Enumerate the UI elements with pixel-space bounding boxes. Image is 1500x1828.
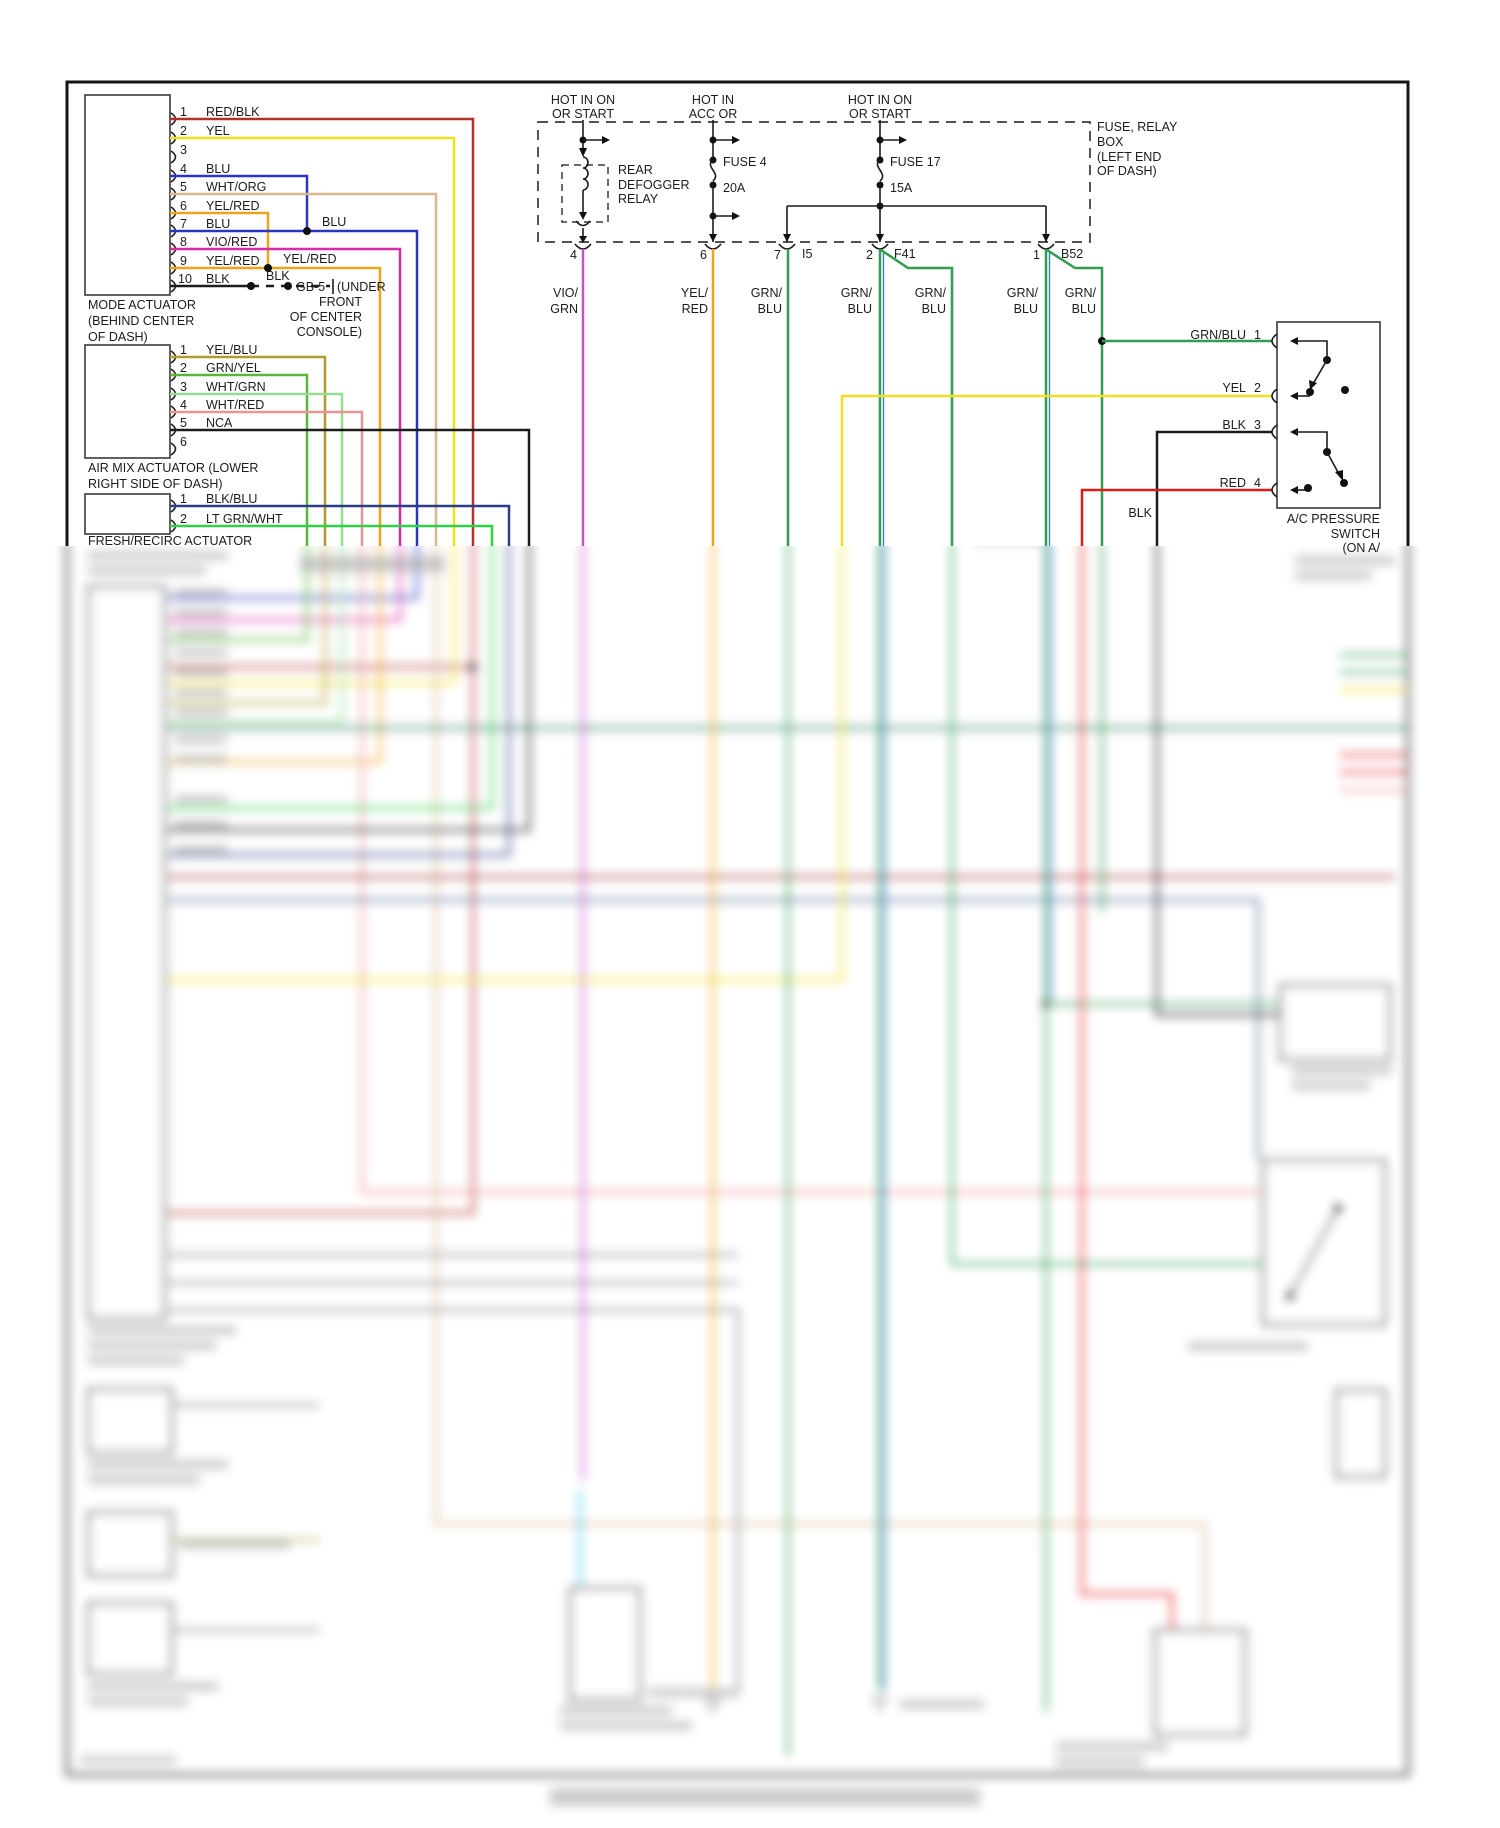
feed-label: OR START bbox=[551, 107, 615, 121]
fuse-box-title: OF DASH) bbox=[1097, 164, 1157, 178]
pin-number: 9 bbox=[180, 254, 187, 268]
pin-label: RED/BLK bbox=[206, 105, 260, 119]
ground-location: FRONT bbox=[318, 295, 362, 309]
pin-number: 1 bbox=[180, 105, 187, 119]
wire-label: BLU bbox=[1013, 302, 1038, 316]
air-mix-actuator-connector bbox=[85, 343, 266, 491]
pin-label: BLK bbox=[206, 272, 230, 286]
pin-number: 4 bbox=[180, 162, 187, 176]
switch-title: A/C PRESSURE bbox=[1286, 512, 1380, 526]
splice-label-blu: BLU bbox=[322, 215, 347, 229]
connector-id: B52 bbox=[1061, 247, 1084, 261]
ground-location: CONSOLE) bbox=[296, 325, 362, 339]
relay-label: DEFOGGER bbox=[618, 178, 690, 192]
pin-number: 7 bbox=[180, 217, 187, 231]
switch-title: SWITCH bbox=[1330, 527, 1380, 541]
switch-title: (ON A/ bbox=[1342, 541, 1380, 555]
blurred-region bbox=[67, 520, 1408, 1806]
pin-label: NCA bbox=[206, 416, 233, 430]
pin-label: YEL bbox=[206, 124, 230, 138]
sharp-diagram bbox=[67, 82, 1408, 555]
wire-label: VIO/ bbox=[552, 286, 578, 300]
switch-pin-label: RED bbox=[1219, 476, 1246, 490]
pin-label: WHT/RED bbox=[206, 398, 265, 412]
pin-label: BLU bbox=[206, 217, 231, 231]
connector-name: OF DASH) bbox=[88, 330, 148, 344]
pin-label: WHT/GRN bbox=[206, 380, 266, 394]
pin-number: 3 bbox=[180, 380, 187, 394]
wire-label: RED bbox=[681, 302, 708, 316]
pin-number: 2 bbox=[180, 124, 187, 138]
switch-pin-number: 4 bbox=[1254, 476, 1261, 490]
wire-label: BLU bbox=[1071, 302, 1096, 316]
fusebox-pin-number: 7 bbox=[774, 248, 781, 262]
pin-number: 2 bbox=[180, 361, 187, 375]
pin-number: 5 bbox=[180, 180, 187, 194]
pin-label: BLK/BLU bbox=[206, 492, 258, 506]
fuse-4 bbox=[709, 155, 767, 242]
fuse-name: FUSE 4 bbox=[723, 155, 767, 169]
ground-code: GB-5 bbox=[296, 280, 326, 294]
ac-pressure-switch bbox=[842, 322, 1381, 555]
splice-label-yel-red: YEL/RED bbox=[283, 252, 337, 266]
pin-number: 2 bbox=[180, 512, 187, 526]
ground-location: (UNDER bbox=[337, 280, 386, 294]
fresh-recirc-actuator-connector bbox=[85, 492, 283, 548]
wire-label: BLU bbox=[921, 302, 946, 316]
fuse-box-title: BOX bbox=[1097, 135, 1124, 149]
wire-label: GRN bbox=[550, 302, 578, 316]
fuse-17 bbox=[783, 155, 1050, 242]
pin-label: VIO/RED bbox=[206, 235, 258, 249]
pin-label: GRN/YEL bbox=[206, 361, 261, 375]
pin-label: YEL/RED bbox=[206, 254, 260, 268]
switch-pin-label: GRN/BLU bbox=[1190, 328, 1246, 342]
mode-actuator-connector bbox=[85, 95, 266, 344]
wire-label: GRN/ bbox=[750, 286, 782, 300]
wire-label: GRN/ bbox=[914, 286, 946, 300]
fuse-rating: 15A bbox=[890, 181, 913, 195]
pin-number: 6 bbox=[180, 199, 187, 213]
fusebox-drop-wires bbox=[550, 249, 1272, 546]
pin-number: 1 bbox=[180, 343, 187, 357]
fuse-name: FUSE 17 bbox=[890, 155, 941, 169]
switch-pin-number: 2 bbox=[1254, 381, 1261, 395]
wire-label: GRN/ bbox=[1006, 286, 1038, 300]
ground-location: OF CENTER bbox=[289, 310, 362, 324]
connector-name: (BEHIND CENTER bbox=[88, 314, 195, 328]
feed-label: ACC OR bbox=[688, 107, 738, 121]
fusebox-pin-number: 6 bbox=[700, 248, 707, 262]
feed-label: HOT IN ON bbox=[550, 93, 616, 107]
connector-name: AIR MIX ACTUATOR (LOWER bbox=[88, 461, 259, 475]
fusebox-pin-number: 1 bbox=[1033, 248, 1040, 262]
wire-label: YEL/ bbox=[680, 286, 708, 300]
pin-number: 10 bbox=[178, 272, 192, 286]
wire-label: BLU bbox=[847, 302, 872, 316]
wire-label: GRN/ bbox=[1064, 286, 1096, 300]
fusebox-pin-number: 4 bbox=[570, 248, 577, 262]
ground-wire-label: BLK bbox=[266, 269, 290, 283]
connector-name: FRESH/RECIRC ACTUATOR bbox=[88, 534, 253, 548]
connector-id: I5 bbox=[802, 247, 813, 261]
relay-label: RELAY bbox=[618, 192, 659, 206]
pin-number: 6 bbox=[180, 435, 187, 449]
feed-label: OR START bbox=[848, 107, 912, 121]
page-border bbox=[67, 82, 1408, 546]
pin-label: WHT/ORG bbox=[206, 180, 267, 194]
pin-number: 4 bbox=[180, 398, 187, 412]
connector-id: F41 bbox=[894, 247, 916, 261]
wire-label: BLU bbox=[757, 302, 782, 316]
relay-label: REAR bbox=[618, 163, 653, 177]
switch-pin-label: YEL bbox=[1222, 381, 1246, 395]
connector-name: RIGHT SIDE OF DASH) bbox=[88, 477, 223, 491]
feed-label: HOT IN ON bbox=[847, 93, 913, 107]
rear-defogger-relay bbox=[562, 148, 690, 243]
pin-number: 5 bbox=[180, 416, 187, 430]
blk-wire-label: BLK bbox=[1128, 506, 1152, 520]
pin-number: 8 bbox=[180, 235, 187, 249]
wire-label: GRN/ bbox=[840, 286, 872, 300]
pin-label: BLU bbox=[206, 162, 231, 176]
fuse-box-title: (LEFT END bbox=[1097, 150, 1162, 164]
fusebox-pin-number: 2 bbox=[866, 248, 873, 262]
switch-pin-number: 1 bbox=[1254, 328, 1261, 342]
switch-pin-number: 3 bbox=[1254, 418, 1261, 432]
fuse-relay-box bbox=[538, 93, 1178, 262]
connector-name: MODE ACTUATOR bbox=[88, 298, 196, 312]
fuse-box-title: FUSE, RELAY bbox=[1097, 120, 1178, 134]
fuse-rating: 20A bbox=[723, 181, 746, 195]
pin-label: LT GRN/WHT bbox=[206, 512, 283, 526]
switch-pin-label: BLK bbox=[1222, 418, 1246, 432]
pin-number: 3 bbox=[180, 143, 187, 157]
feed-label: HOT IN bbox=[691, 93, 735, 107]
pin-label: YEL/BLU bbox=[206, 343, 258, 357]
pin-label: YEL/RED bbox=[206, 199, 260, 213]
pin-number: 1 bbox=[180, 492, 187, 506]
